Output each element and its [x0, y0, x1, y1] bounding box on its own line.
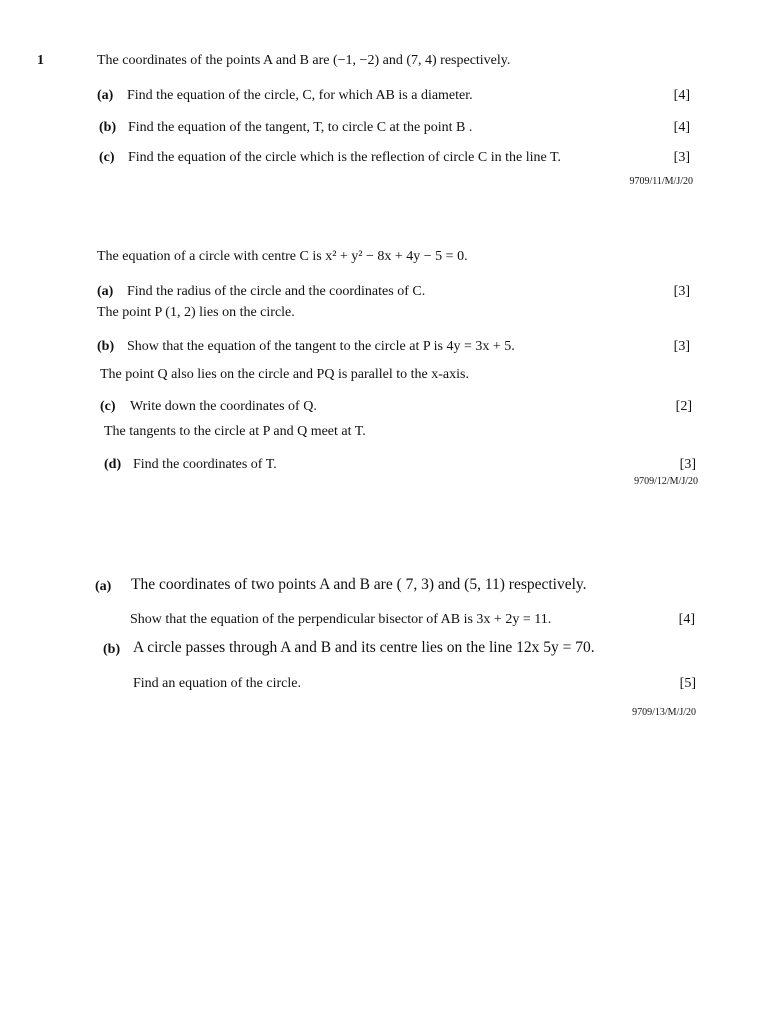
- question-number: 1: [37, 53, 44, 68]
- q1-part-c-text: Find the equation of the circle which is the reflection of circle C in the line T.: [128, 150, 561, 165]
- q2-part-a-marks: [3]: [673, 284, 690, 299]
- q3-part-b-continuation: Find an equation of the circle.: [133, 676, 301, 691]
- q2-intro: The equation of a circle with centre C is x² + y² − 8x + 4y − 5 = 0.: [97, 249, 468, 264]
- q1-part-c-marks: [3]: [673, 150, 690, 165]
- q2-part-a-label: (a): [97, 284, 114, 299]
- q2-part-c-marks: [2]: [675, 399, 692, 414]
- q3-part-a-label: (a): [95, 579, 112, 594]
- q1-part-b-text: Find the equation of the tangent, T, to circle C at the point B .: [128, 120, 473, 135]
- q2-part-b-text: Show that the equation of the tangent to the circle at P is 4y = 3x + 5.: [127, 339, 515, 354]
- q1-part-b-label: (b): [99, 120, 117, 135]
- q3-part-a-text: The coordinates of two points A and B are ( 7, 3) and (5, 11) respectively.: [131, 576, 587, 593]
- q3-part-a-marks: [4]: [678, 612, 695, 627]
- q2-part-b-marks: [3]: [673, 339, 690, 354]
- q3-part-a-continuation: Show that the equation of the perpendicular bisector of AB is 3x + 2y = 11.: [130, 612, 552, 627]
- q2-stem-2: The point Q also lies on the circle and PQ is parallel to the x-axis.: [100, 367, 469, 382]
- q2-stem-3: The tangents to the circle at P and Q meet at T.: [104, 424, 366, 439]
- q2-part-d-text: Find the coordinates of T.: [133, 457, 277, 472]
- q2-stem-1: The point P (1, 2) lies on the circle.: [97, 305, 295, 320]
- q2-paper-ref: 9709/12/M/J/20: [634, 476, 698, 487]
- q3-part-b-marks: [5]: [679, 676, 696, 691]
- q2-part-d-marks: [3]: [679, 457, 696, 472]
- q1-part-a-label: (a): [97, 88, 114, 103]
- q1-paper-ref: 9709/11/M/J/20: [629, 176, 693, 187]
- q3-part-b-text: A circle passes through A and B and its centre lies on the line 12x 5y = 70.: [133, 639, 595, 656]
- q3-part-b-label: (b): [103, 642, 121, 657]
- q2-part-c-label: (c): [100, 399, 116, 414]
- q1-part-c-label: (c): [99, 150, 115, 165]
- q1-part-a-marks: [4]: [673, 88, 690, 103]
- q2-part-a-text: Find the radius of the circle and the coordinates of C.: [127, 284, 426, 299]
- q1-part-b-marks: [4]: [673, 120, 690, 135]
- q2-part-d-label: (d): [104, 457, 122, 472]
- q1-intro: The coordinates of the points A and B are (−1, −2) and (7, 4) respectively.: [97, 53, 511, 68]
- q2-part-c-text: Write down the coordinates of Q.: [130, 399, 317, 414]
- q2-part-b-label: (b): [97, 339, 115, 354]
- q3-paper-ref: 9709/13/M/J/20: [632, 707, 696, 718]
- q1-part-a-text: Find the equation of the circle, C, for which AB is a diameter.: [127, 88, 473, 103]
